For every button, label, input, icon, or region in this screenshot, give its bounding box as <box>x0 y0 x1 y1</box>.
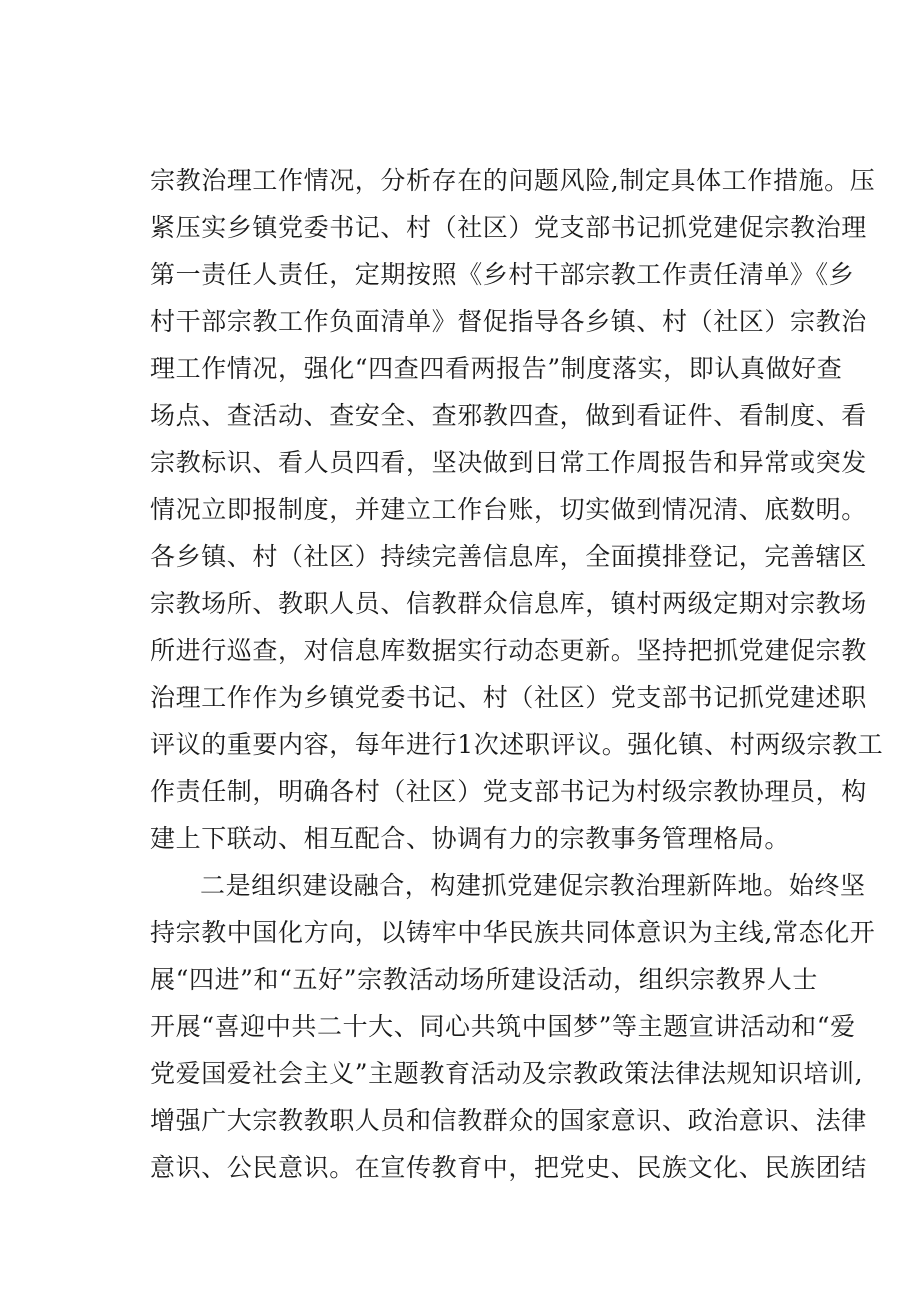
text-line: 宗教标识、看人员四看，坚决做到日常工作周报告和异常或突发 <box>150 448 867 477</box>
text-line: 第一责任人责任，定期按照《乡村干部宗教工作责任清单》《乡 <box>150 260 855 289</box>
text-line: 情况立即报制度，并建立工作台账，切实做到情况清、底数明。 <box>150 495 867 524</box>
text-line: 村干部宗教工作负面清单》督促指导各乡镇、村（社区）宗教治 <box>150 307 867 336</box>
text-line: 宗教场所、教职人员、信教群众信息库，镇村两级定期对宗教场 <box>150 589 867 618</box>
text-line: 作责任制，明确各村（社区）党支部书记为村级宗教协理员，构 <box>150 777 867 806</box>
text-line: 紧压实乡镇党委书记、村（社区）党支部书记抓党建促宗教治理 <box>150 213 867 242</box>
text-line: 党爱国爱社会主义”主题教育活动及宗教政策法律法规知识培训, <box>150 1059 864 1088</box>
text-line: 各乡镇、村（社区）持续完善信息库，全面摸排登记，完善辖区 <box>150 542 867 571</box>
text-line: 建上下联动、相互配合、协调有力的宗教事务管理格局。 <box>150 824 791 853</box>
text-line: 评议的重要内容，每年进行1次述职评议。强化镇、村两级宗教工 <box>150 730 884 759</box>
text-line: 意识、公民意识。在宣传教育中，把党史、民族文化、民族团结 <box>150 1153 867 1182</box>
text-line: 治理工作作为乡镇党委书记、村（社区）党支部书记抓党建述职 <box>150 683 867 712</box>
text-line: 场点、查活动、查安全、查邪教四查，做到看证件、看制度、看 <box>150 401 867 430</box>
text-line: 展“四进”和“五好”宗教活动场所建设活动，组织宗教界人士 <box>150 965 818 994</box>
text-line: 二是组织建设融合，构建抓党建促宗教治理新阵地。始终坚 <box>200 871 866 900</box>
text-line: 所进行巡查，对信息库数据实行动态更新。坚持把抓党建促宗教 <box>150 636 867 665</box>
text-line: 宗教治理工作情况，分析存在的问题风险,制定具体工作措施。压 <box>150 166 876 195</box>
text-line: 增强广大宗教教职人员和信教群众的国家意识、政治意识、法律 <box>150 1106 867 1135</box>
text-line: 开展“喜迎中共二十大、同心共筑中国梦”等主题宣讲活动和“爱 <box>150 1012 856 1041</box>
text-line: 持宗教中国化方向，以铸牢中华民族共同体意识为主线,常态化开 <box>150 918 876 947</box>
text-line: 理工作情况，强化“四查四看两报告”制度落实，即认真做好查 <box>150 354 843 383</box>
